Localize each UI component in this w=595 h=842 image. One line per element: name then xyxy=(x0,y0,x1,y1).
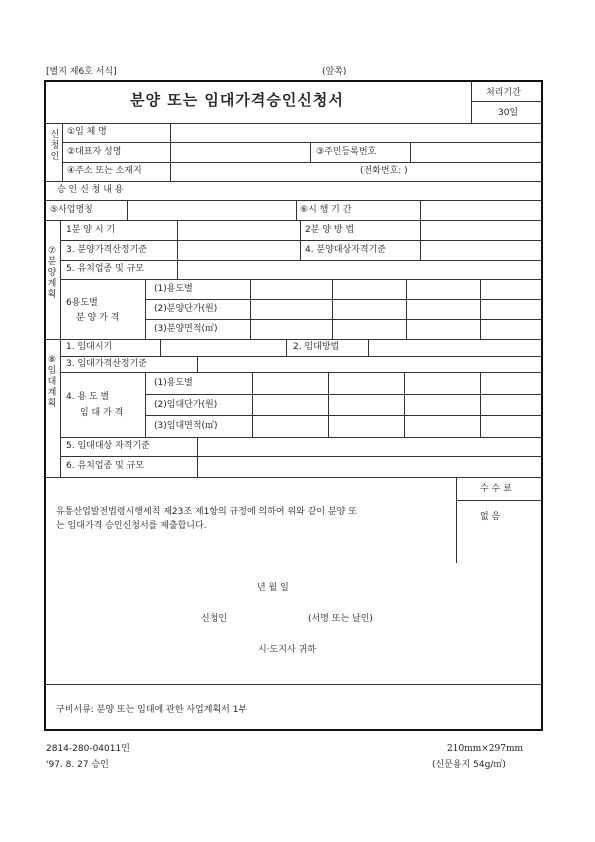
page-title: 분양 또는 임대가격승인신청서 xyxy=(130,91,344,109)
row-line xyxy=(45,220,542,221)
col-line xyxy=(145,279,146,339)
representative-label: ②대표자 성명 xyxy=(67,147,122,157)
footer-paper: (신문용지 54g/㎡) xyxy=(432,760,506,770)
lease-row-unit-price: (2)임대단가(원) xyxy=(154,400,218,410)
row-line xyxy=(45,477,542,478)
lease-target-label: 5. 임대대상 자격기준 xyxy=(66,441,150,451)
lease-facility-label: 6. 유치업종 및 규모 xyxy=(66,461,145,471)
statement-line-2: 는 임대가격 승인신청서를 제출합니다. xyxy=(56,521,207,531)
col-line xyxy=(170,123,171,181)
resident-number-label: ③주민등록번호 xyxy=(316,147,377,157)
row-line xyxy=(60,260,542,261)
fee-value: 없 음 xyxy=(480,512,501,522)
col-line xyxy=(420,200,421,220)
sign-or-seal-label: (서명 또는 날인) xyxy=(308,614,373,624)
page-side-label: (앞쪽) xyxy=(322,67,347,77)
col-line xyxy=(160,339,161,356)
row-line xyxy=(145,299,542,300)
fee-hline xyxy=(456,500,542,501)
processing-period-label: 처리기간 xyxy=(486,88,521,98)
sale-price-label: 분 양 가 격 xyxy=(76,313,120,323)
sale-time-label: 1분 양 시 기 xyxy=(66,225,116,235)
applicant-side-label: 신청인 xyxy=(50,130,60,162)
col-line xyxy=(404,372,405,437)
col-line xyxy=(127,200,128,220)
statement-line-1: 유통산업발전법령시행세칙 제23조 제1항의 규정에 의하여 위와 같이 분양 또 xyxy=(56,507,357,517)
col-line xyxy=(300,220,301,260)
phone-label: (전화번호: ) xyxy=(360,166,408,176)
col-line xyxy=(250,279,251,339)
col-line xyxy=(410,142,411,162)
company-name-label: ①임 체 명 xyxy=(67,127,107,137)
recipient-label: 시·도지사 귀하 xyxy=(258,645,316,655)
col-line xyxy=(310,142,311,162)
col-line xyxy=(332,279,333,339)
date-line: 년 월 일 xyxy=(257,583,289,593)
sale-method-label: 2분 양 방 법 xyxy=(305,225,355,235)
row-line xyxy=(60,240,542,241)
attachments-label: 구비서류: 분양 또는 임대에 관한 사업계획서 1부 xyxy=(56,705,248,715)
lease-plan-side-label: ⑧임대계획 xyxy=(47,355,57,409)
col-line xyxy=(177,260,178,279)
proc-hline xyxy=(471,101,542,102)
col-line xyxy=(406,279,407,339)
lease-time-label: 1. 임대시기 xyxy=(66,342,113,352)
approval-heading: 승 인 신 청 내 용 xyxy=(57,185,124,195)
row-line xyxy=(145,319,542,320)
row-line xyxy=(60,279,542,280)
lease-row-area: (3)임대면적(㎡) xyxy=(154,421,218,431)
address-label: ④주소 또는 소재지 xyxy=(67,166,142,176)
row-line xyxy=(45,339,542,340)
col-line xyxy=(197,437,198,477)
col-line xyxy=(296,200,297,220)
sale-plan-side-label: ⑦분양계획 xyxy=(47,246,57,300)
col-line xyxy=(177,220,178,260)
fee-label: 수 수 료 xyxy=(480,484,512,494)
col-line xyxy=(368,339,369,356)
footer-code: 2814-280-04011민 xyxy=(46,744,130,754)
row-line xyxy=(45,123,542,124)
row-line xyxy=(60,356,542,357)
processing-period-value: 30일 xyxy=(498,108,519,118)
lease-use-label: 4. 용 도 별 xyxy=(66,392,110,402)
form-number: [별지 제6호 서식] xyxy=(46,67,117,77)
row-line xyxy=(60,456,542,457)
col-line xyxy=(62,123,63,181)
lease-row-use: (1)용도별 xyxy=(154,378,193,388)
row-line xyxy=(45,684,542,685)
row-line xyxy=(60,437,542,438)
sale-facility-label: 5. 유치업종 및 규모 xyxy=(66,264,145,274)
row-line xyxy=(62,142,542,143)
row-line xyxy=(145,415,542,416)
row-line xyxy=(60,372,542,373)
row-line xyxy=(62,162,542,163)
lease-method-label: 2. 임대방법 xyxy=(293,342,340,352)
sale-use-label: 6용도별 xyxy=(66,298,98,308)
footer-approval: '97. 8. 27 승인 xyxy=(46,760,109,770)
sale-row-use: (1)용도별 xyxy=(154,284,193,294)
footer-size: 210mm×297mm xyxy=(447,744,524,754)
proc-divider xyxy=(471,81,472,123)
sale-row-area: (3)분양면적(㎡) xyxy=(154,324,218,334)
col-line xyxy=(145,372,146,437)
col-line xyxy=(480,372,481,437)
sale-target-label: 4. 분양대상자격기준 xyxy=(305,245,387,255)
col-line xyxy=(197,356,198,372)
implementation-period-label: ⑥시 행 기 간 xyxy=(300,205,352,215)
lease-price-label: 임 대 가 격 xyxy=(80,408,124,418)
col-line xyxy=(328,372,329,437)
col-line xyxy=(252,372,253,437)
applicant-sign-label: 신청인 xyxy=(201,614,228,624)
col-line xyxy=(480,279,481,339)
col-line xyxy=(60,220,61,477)
lease-price-basis-label: 3. 임대가격산정기준 xyxy=(66,359,148,369)
row-line xyxy=(45,200,542,201)
row-line xyxy=(45,181,542,182)
col-line xyxy=(420,220,421,260)
row-line xyxy=(145,394,542,395)
col-line xyxy=(286,339,287,356)
sale-price-basis-label: 3. 분양가격산정기준 xyxy=(66,245,148,255)
form-frame xyxy=(44,80,543,731)
sale-row-unit-price: (2)분양단가(원) xyxy=(154,304,218,314)
project-name-label: ⑤사업명칭 xyxy=(50,205,93,215)
fee-col-line xyxy=(456,477,457,563)
